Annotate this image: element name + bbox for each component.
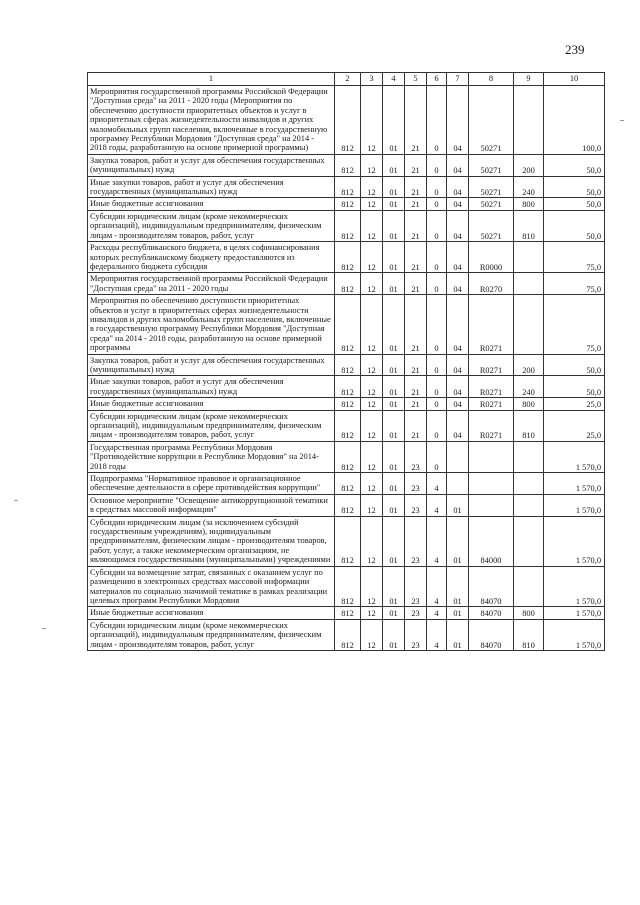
col-direction bbox=[469, 473, 514, 495]
col-section: 12 bbox=[361, 376, 383, 398]
col-program: 21 bbox=[405, 376, 427, 398]
table-row bbox=[88, 473, 605, 495]
col-program: 21 bbox=[405, 210, 427, 241]
table-row bbox=[88, 607, 605, 619]
col-expense-type: 810 bbox=[514, 210, 544, 241]
col-section: 12 bbox=[361, 86, 383, 155]
col-ministry: 812 bbox=[335, 242, 361, 273]
col-activity bbox=[447, 441, 469, 472]
column-header: 4 bbox=[383, 73, 405, 86]
col-ministry: 812 bbox=[335, 273, 361, 295]
col-program: 21 bbox=[405, 398, 427, 410]
row-description: Субсидии юридическим лицам (за исключением субсидий государственным учреждениям), индивидуальным предпринимателям, физическим лицам - производителям товаров, работ, услуг, а также некоммерческим организациям, не являющимся государственными (муниципальными) учреждениями bbox=[88, 516, 335, 566]
col-subsection: 01 bbox=[383, 398, 405, 410]
col-amount: 50,0 bbox=[544, 376, 605, 398]
table-row bbox=[88, 295, 605, 354]
col-expense-type: 240 bbox=[514, 176, 544, 198]
col-amount: 50,0 bbox=[544, 154, 605, 176]
col-amount: 75,0 bbox=[544, 295, 605, 354]
col-direction: 84070 bbox=[469, 566, 514, 607]
col-subsection: 01 bbox=[383, 619, 405, 650]
column-header: 10 bbox=[544, 73, 605, 86]
table-row bbox=[88, 86, 605, 155]
column-header: 1 bbox=[88, 73, 335, 86]
col-ministry: 812 bbox=[335, 176, 361, 198]
col-direction: R0000 bbox=[469, 242, 514, 273]
row-description: Основное мероприятие "Освещение антикоррупционной тематики в средствах массовой информации" bbox=[88, 494, 335, 516]
col-section: 12 bbox=[361, 295, 383, 354]
page-number: 239 bbox=[565, 42, 585, 57]
col-expense-type: 810 bbox=[514, 619, 544, 650]
col-subprogram: 0 bbox=[427, 398, 447, 410]
column-header: 3 bbox=[361, 73, 383, 86]
col-subsection: 01 bbox=[383, 198, 405, 210]
table-row bbox=[88, 198, 605, 210]
col-subsection: 01 bbox=[383, 154, 405, 176]
col-program: 23 bbox=[405, 607, 427, 619]
col-section: 12 bbox=[361, 273, 383, 295]
col-subprogram: 4 bbox=[427, 494, 447, 516]
col-ministry: 812 bbox=[335, 210, 361, 241]
col-expense-type: 800 bbox=[514, 198, 544, 210]
table-row bbox=[88, 376, 605, 398]
col-activity: 04 bbox=[447, 176, 469, 198]
col-subsection: 01 bbox=[383, 566, 405, 607]
col-activity: 04 bbox=[447, 242, 469, 273]
col-subsection: 01 bbox=[383, 473, 405, 495]
col-section: 12 bbox=[361, 441, 383, 472]
col-ministry: 812 bbox=[335, 619, 361, 650]
col-ministry: 812 bbox=[335, 441, 361, 472]
column-header: 6 bbox=[427, 73, 447, 86]
col-expense-type bbox=[514, 86, 544, 155]
col-subprogram: 4 bbox=[427, 473, 447, 495]
col-expense-type bbox=[514, 566, 544, 607]
col-ministry: 812 bbox=[335, 410, 361, 441]
row-description: Иные бюджетные ассигнования bbox=[88, 198, 335, 210]
col-direction: R0271 bbox=[469, 376, 514, 398]
col-activity: 04 bbox=[447, 410, 469, 441]
col-subprogram: 0 bbox=[427, 198, 447, 210]
col-activity: 01 bbox=[447, 619, 469, 650]
col-section: 12 bbox=[361, 516, 383, 566]
column-header: 9 bbox=[514, 73, 544, 86]
col-subprogram: 4 bbox=[427, 607, 447, 619]
col-program: 21 bbox=[405, 198, 427, 210]
col-amount: 50,0 bbox=[544, 210, 605, 241]
scan-mark bbox=[42, 628, 46, 629]
row-description: Субсидии юридическим лицам (кроме некоммерческих организаций), индивидуальным предпринимателям, физическим лицам - производителям товаров, работ, услуг bbox=[88, 619, 335, 650]
col-section: 12 bbox=[361, 607, 383, 619]
col-ministry: 812 bbox=[335, 473, 361, 495]
budget-table bbox=[87, 72, 605, 651]
table-row bbox=[88, 619, 605, 650]
col-program: 23 bbox=[405, 619, 427, 650]
table-row bbox=[88, 210, 605, 241]
col-subprogram: 0 bbox=[427, 154, 447, 176]
header-row bbox=[88, 73, 605, 86]
row-description: Субсидии юридическим лицам (кроме некоммерческих организаций), индивидуальным предпринимателям, физическим лицам - производителям товаров, работ, услуг bbox=[88, 410, 335, 441]
col-direction: R0271 bbox=[469, 398, 514, 410]
column-header: 2 bbox=[335, 73, 361, 86]
row-description: Закупка товаров, работ и услуг для обеспечения государственных (муниципальных) нужд bbox=[88, 354, 335, 376]
col-subsection: 01 bbox=[383, 516, 405, 566]
row-description: Иные закупки товаров, работ и услуг для обеспечения государственных (муниципальных) нужд bbox=[88, 176, 335, 198]
col-ministry: 812 bbox=[335, 494, 361, 516]
col-subprogram: 4 bbox=[427, 516, 447, 566]
col-subprogram: 0 bbox=[427, 354, 447, 376]
col-program: 23 bbox=[405, 494, 427, 516]
col-ministry: 812 bbox=[335, 376, 361, 398]
col-subprogram: 0 bbox=[427, 295, 447, 354]
col-direction: R0271 bbox=[469, 410, 514, 441]
col-expense-type: 200 bbox=[514, 154, 544, 176]
col-subprogram: 0 bbox=[427, 242, 447, 273]
col-program: 21 bbox=[405, 176, 427, 198]
table-row bbox=[88, 242, 605, 273]
col-direction: R0271 bbox=[469, 295, 514, 354]
col-subprogram: 0 bbox=[427, 176, 447, 198]
row-description: Закупка товаров, работ и услуг для обеспечения государственных (муниципальных) нужд bbox=[88, 154, 335, 176]
col-subsection: 01 bbox=[383, 295, 405, 354]
col-activity: 04 bbox=[447, 273, 469, 295]
row-description: Мероприятия государственной программы Российской Федерации "Доступная среда" на 2011 - 2020 годы bbox=[88, 273, 335, 295]
col-program: 23 bbox=[405, 473, 427, 495]
col-section: 12 bbox=[361, 354, 383, 376]
col-section: 12 bbox=[361, 242, 383, 273]
row-description: Мероприятия государственной программы Российской Федерации "Доступная среда" на 2011 - 2020 годы (Мероприятия по обеспечению доступности приоритетных объектов и услуг в приоритетных сферах жизнедеятельности инвалидов и других маломобильных групп населения, включенные в государственную программу Республики Мордовия "Доступная среда" на 2014 - 2018 годы, разработанную на основе примерной программы) bbox=[88, 86, 335, 155]
table-row bbox=[88, 410, 605, 441]
col-ministry: 812 bbox=[335, 398, 361, 410]
col-program: 23 bbox=[405, 441, 427, 472]
col-subsection: 01 bbox=[383, 607, 405, 619]
col-subprogram: 0 bbox=[427, 376, 447, 398]
col-direction: 84000 bbox=[469, 516, 514, 566]
col-expense-type bbox=[514, 295, 544, 354]
col-activity: 01 bbox=[447, 516, 469, 566]
col-ministry: 812 bbox=[335, 295, 361, 354]
col-program: 21 bbox=[405, 154, 427, 176]
col-subprogram: 0 bbox=[427, 410, 447, 441]
col-subprogram: 0 bbox=[427, 210, 447, 241]
col-section: 12 bbox=[361, 398, 383, 410]
col-ministry: 812 bbox=[335, 198, 361, 210]
col-subsection: 01 bbox=[383, 273, 405, 295]
col-subsection: 01 bbox=[383, 410, 405, 441]
col-expense-type: 800 bbox=[514, 398, 544, 410]
col-subprogram: 0 bbox=[427, 441, 447, 472]
scan-mark bbox=[620, 120, 624, 121]
column-header: 7 bbox=[447, 73, 469, 86]
row-description: Иные закупки товаров, работ и услуг для обеспечения государственных (муниципальных) нужд bbox=[88, 376, 335, 398]
row-description: Государственная программа Республики Мордовия "Противодействие коррупции в Республике Мордовия" на 2014-2018 годы bbox=[88, 441, 335, 472]
col-amount: 1 570,0 bbox=[544, 619, 605, 650]
col-activity: 04 bbox=[447, 398, 469, 410]
col-program: 21 bbox=[405, 86, 427, 155]
col-direction: 84070 bbox=[469, 619, 514, 650]
col-ministry: 812 bbox=[335, 607, 361, 619]
col-subsection: 01 bbox=[383, 441, 405, 472]
col-expense-type bbox=[514, 273, 544, 295]
col-expense-type bbox=[514, 494, 544, 516]
col-amount: 1 570,0 bbox=[544, 494, 605, 516]
col-amount: 75,0 bbox=[544, 242, 605, 273]
col-amount: 50,0 bbox=[544, 176, 605, 198]
col-amount: 25,0 bbox=[544, 410, 605, 441]
col-expense-type bbox=[514, 516, 544, 566]
col-expense-type bbox=[514, 242, 544, 273]
col-activity bbox=[447, 473, 469, 495]
col-amount: 25,0 bbox=[544, 398, 605, 410]
col-direction: 50271 bbox=[469, 210, 514, 241]
table-row bbox=[88, 441, 605, 472]
col-expense-type bbox=[514, 441, 544, 472]
scan-mark bbox=[14, 500, 18, 501]
row-description: Расходы республиканского бюджета, в целях софинансирования которых республиканскому бюджету предоставляются из федерального бюджета субсидия bbox=[88, 242, 335, 273]
col-ministry: 812 bbox=[335, 154, 361, 176]
col-activity: 04 bbox=[447, 376, 469, 398]
col-section: 12 bbox=[361, 619, 383, 650]
col-subsection: 01 bbox=[383, 376, 405, 398]
col-direction: 50271 bbox=[469, 176, 514, 198]
col-ministry: 812 bbox=[335, 86, 361, 155]
col-amount: 1 570,0 bbox=[544, 607, 605, 619]
col-section: 12 bbox=[361, 566, 383, 607]
col-activity: 04 bbox=[447, 354, 469, 376]
col-section: 12 bbox=[361, 198, 383, 210]
col-program: 21 bbox=[405, 410, 427, 441]
col-amount: 75,0 bbox=[544, 273, 605, 295]
col-subsection: 01 bbox=[383, 210, 405, 241]
col-program: 21 bbox=[405, 295, 427, 354]
col-direction: 50271 bbox=[469, 86, 514, 155]
col-program: 21 bbox=[405, 242, 427, 273]
col-expense-type bbox=[514, 473, 544, 495]
col-section: 12 bbox=[361, 410, 383, 441]
row-description: Подпрограмма "Нормативное правовое и организационное обеспечение деятельности в сфере противодействия коррупции" bbox=[88, 473, 335, 495]
col-subsection: 01 bbox=[383, 354, 405, 376]
col-section: 12 bbox=[361, 154, 383, 176]
table-row bbox=[88, 154, 605, 176]
col-direction: R0270 bbox=[469, 273, 514, 295]
col-subprogram: 4 bbox=[427, 566, 447, 607]
col-activity: 04 bbox=[447, 154, 469, 176]
col-activity: 01 bbox=[447, 566, 469, 607]
col-section: 12 bbox=[361, 473, 383, 495]
row-description: Субсидии на возмещение затрат, связанных с оказанием услуг по размещению в электронных средствах массовой информации материалов по социально значимой тематике в рамках реализации целевых программ Республики Мордовия bbox=[88, 566, 335, 607]
col-section: 12 bbox=[361, 494, 383, 516]
col-subprogram: 4 bbox=[427, 619, 447, 650]
col-subsection: 01 bbox=[383, 494, 405, 516]
row-description: Иные бюджетные ассигнования bbox=[88, 398, 335, 410]
col-amount: 50,0 bbox=[544, 198, 605, 210]
col-program: 21 bbox=[405, 273, 427, 295]
col-section: 12 bbox=[361, 176, 383, 198]
table-row bbox=[88, 398, 605, 410]
col-amount: 100,0 bbox=[544, 86, 605, 155]
col-section: 12 bbox=[361, 210, 383, 241]
col-activity: 04 bbox=[447, 198, 469, 210]
col-expense-type: 810 bbox=[514, 410, 544, 441]
col-direction bbox=[469, 441, 514, 472]
col-program: 21 bbox=[405, 354, 427, 376]
col-ministry: 812 bbox=[335, 566, 361, 607]
col-ministry: 812 bbox=[335, 516, 361, 566]
column-header: 5 bbox=[405, 73, 427, 86]
table-row bbox=[88, 354, 605, 376]
col-activity: 04 bbox=[447, 86, 469, 155]
col-amount: 1 570,0 bbox=[544, 566, 605, 607]
col-amount: 1 570,0 bbox=[544, 441, 605, 472]
col-amount: 50,0 bbox=[544, 354, 605, 376]
col-amount: 1 570,0 bbox=[544, 473, 605, 495]
table-row bbox=[88, 273, 605, 295]
row-description: Субсидии юридическим лицам (кроме некоммерческих организаций), индивидуальным предпринимателям, физическим лицам - производителям товаров, работ, услуг bbox=[88, 210, 335, 241]
col-direction bbox=[469, 494, 514, 516]
column-header: 8 bbox=[469, 73, 514, 86]
col-program: 23 bbox=[405, 566, 427, 607]
col-direction: 50271 bbox=[469, 198, 514, 210]
col-activity: 01 bbox=[447, 494, 469, 516]
col-expense-type: 800 bbox=[514, 607, 544, 619]
col-subsection: 01 bbox=[383, 176, 405, 198]
row-description: Мероприятия по обеспечению доступности приоритетных объектов и услуг в приоритетных сферах жизнедеятельности инвалидов и других маломобильных групп населения, включенные в государственную программу Республики Мордовия "Доступная среда" на 2014 - 2018 годы, разработанную на основе примерной программы bbox=[88, 295, 335, 354]
col-subsection: 01 bbox=[383, 242, 405, 273]
col-expense-type: 200 bbox=[514, 354, 544, 376]
col-amount: 1 570,0 bbox=[544, 516, 605, 566]
col-activity: 04 bbox=[447, 210, 469, 241]
col-subprogram: 0 bbox=[427, 86, 447, 155]
table-row bbox=[88, 176, 605, 198]
col-direction: 50271 bbox=[469, 154, 514, 176]
table-row bbox=[88, 566, 605, 607]
col-activity: 04 bbox=[447, 295, 469, 354]
table-row bbox=[88, 494, 605, 516]
col-program: 23 bbox=[405, 516, 427, 566]
row-description: Иные бюджетные ассигнования bbox=[88, 607, 335, 619]
col-activity: 01 bbox=[447, 607, 469, 619]
col-subprogram: 0 bbox=[427, 273, 447, 295]
col-ministry: 812 bbox=[335, 354, 361, 376]
col-direction: 84070 bbox=[469, 607, 514, 619]
col-direction: R0271 bbox=[469, 354, 514, 376]
col-expense-type: 240 bbox=[514, 376, 544, 398]
col-subsection: 01 bbox=[383, 86, 405, 155]
table-row bbox=[88, 516, 605, 566]
